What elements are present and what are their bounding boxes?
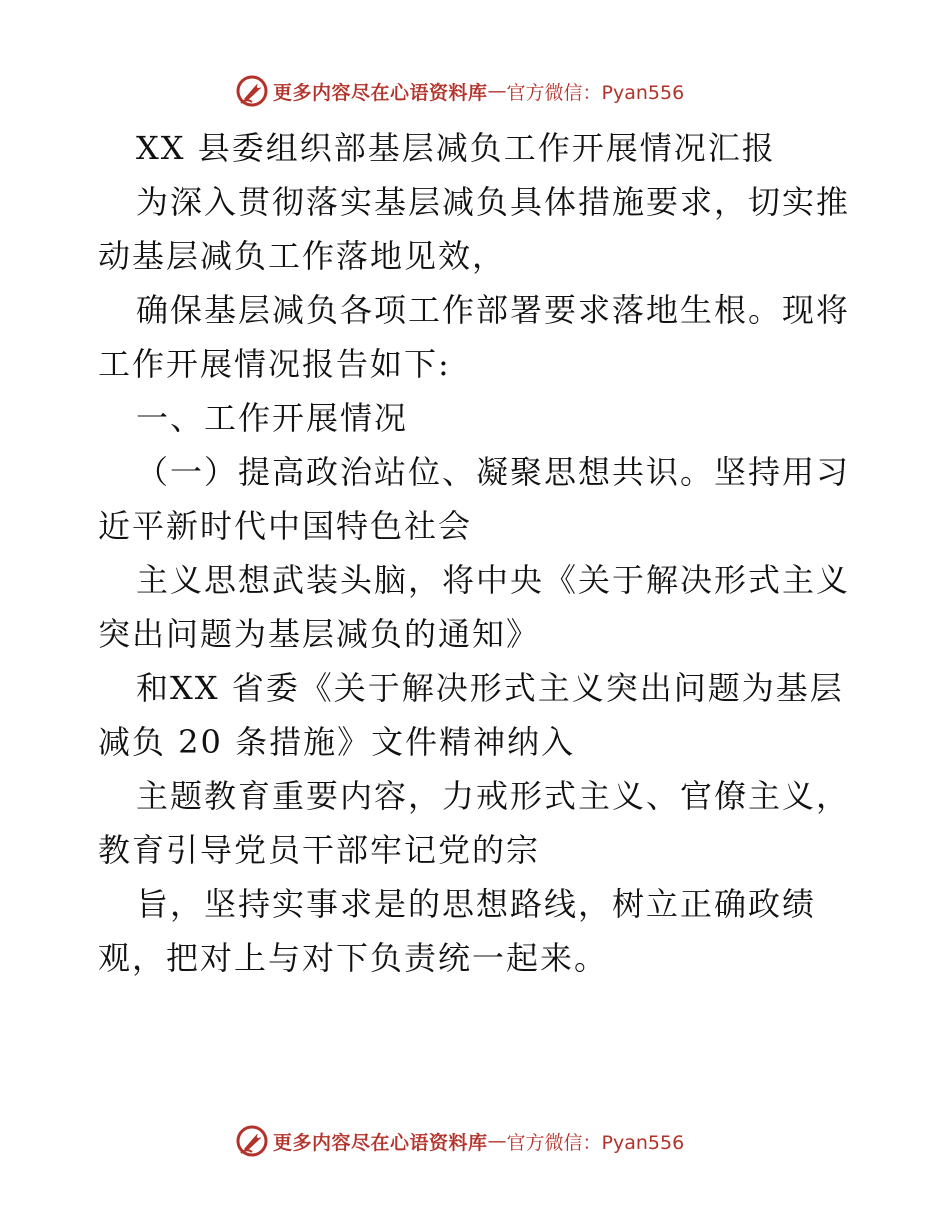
paragraph-line: 动基层减负工作落地见效， — [98, 237, 507, 275]
watermark-contact: 官方微信：Pyan556 — [506, 1131, 685, 1154]
paragraph-line: 为深入贯彻落实基层减负具体措施要求，切实推 — [136, 183, 851, 221]
paragraph-line: 主题教育重要内容，力戒形式主义、官僚主义， — [136, 777, 851, 815]
paragraph-line: 主义思想武装头脑，将中央《关于解决形式主义 — [136, 561, 851, 599]
section-heading: 一、工作开展情况 — [136, 399, 409, 437]
paragraph-line: 工作开展情况报告如下: — [98, 345, 451, 383]
paragraph-line: 减负 20 条措施》文件精神纳入 — [98, 723, 576, 761]
pen-nib-logo-icon — [235, 74, 269, 108]
subsection-heading: （一）提高政治站位、凝聚思想共识。坚持用习 — [136, 453, 851, 491]
document-body — [98, 121, 858, 985]
footer-watermark — [235, 1124, 684, 1158]
watermark-brand: 更多内容尽在心语资料库 — [273, 1131, 488, 1154]
watermark-contact: 官方微信：Pyan556 — [506, 81, 685, 104]
pen-nib-logo-icon — [235, 1124, 269, 1158]
paragraph-line: 旨，坚持实事求是的思想路线，树立正确政绩 — [136, 885, 817, 923]
paragraph-line: 突出问题为基层减负的通知》 — [98, 615, 541, 653]
document-title: XX 县委组织部基层减负工作开展情况汇报 — [136, 129, 776, 167]
header-watermark — [235, 74, 684, 108]
watermark-separator: — — [487, 1130, 507, 1152]
watermark-brand: 更多内容尽在心语资料库 — [273, 81, 488, 104]
paragraph-line: 近平新时代中国特色社会 — [98, 507, 473, 545]
paragraph-line: 和XX 省委《关于解决形式主义突出问题为基层 — [136, 669, 844, 707]
paragraph-line: 教育引导党员干部牢记党的宗 — [98, 831, 541, 869]
watermark-separator: — — [487, 80, 507, 102]
paragraph-line: 观，把对上与对下负责统一起来。 — [98, 939, 609, 977]
paragraph-line: 确保基层减负各项工作部署要求落地生根。现将 — [136, 291, 851, 329]
